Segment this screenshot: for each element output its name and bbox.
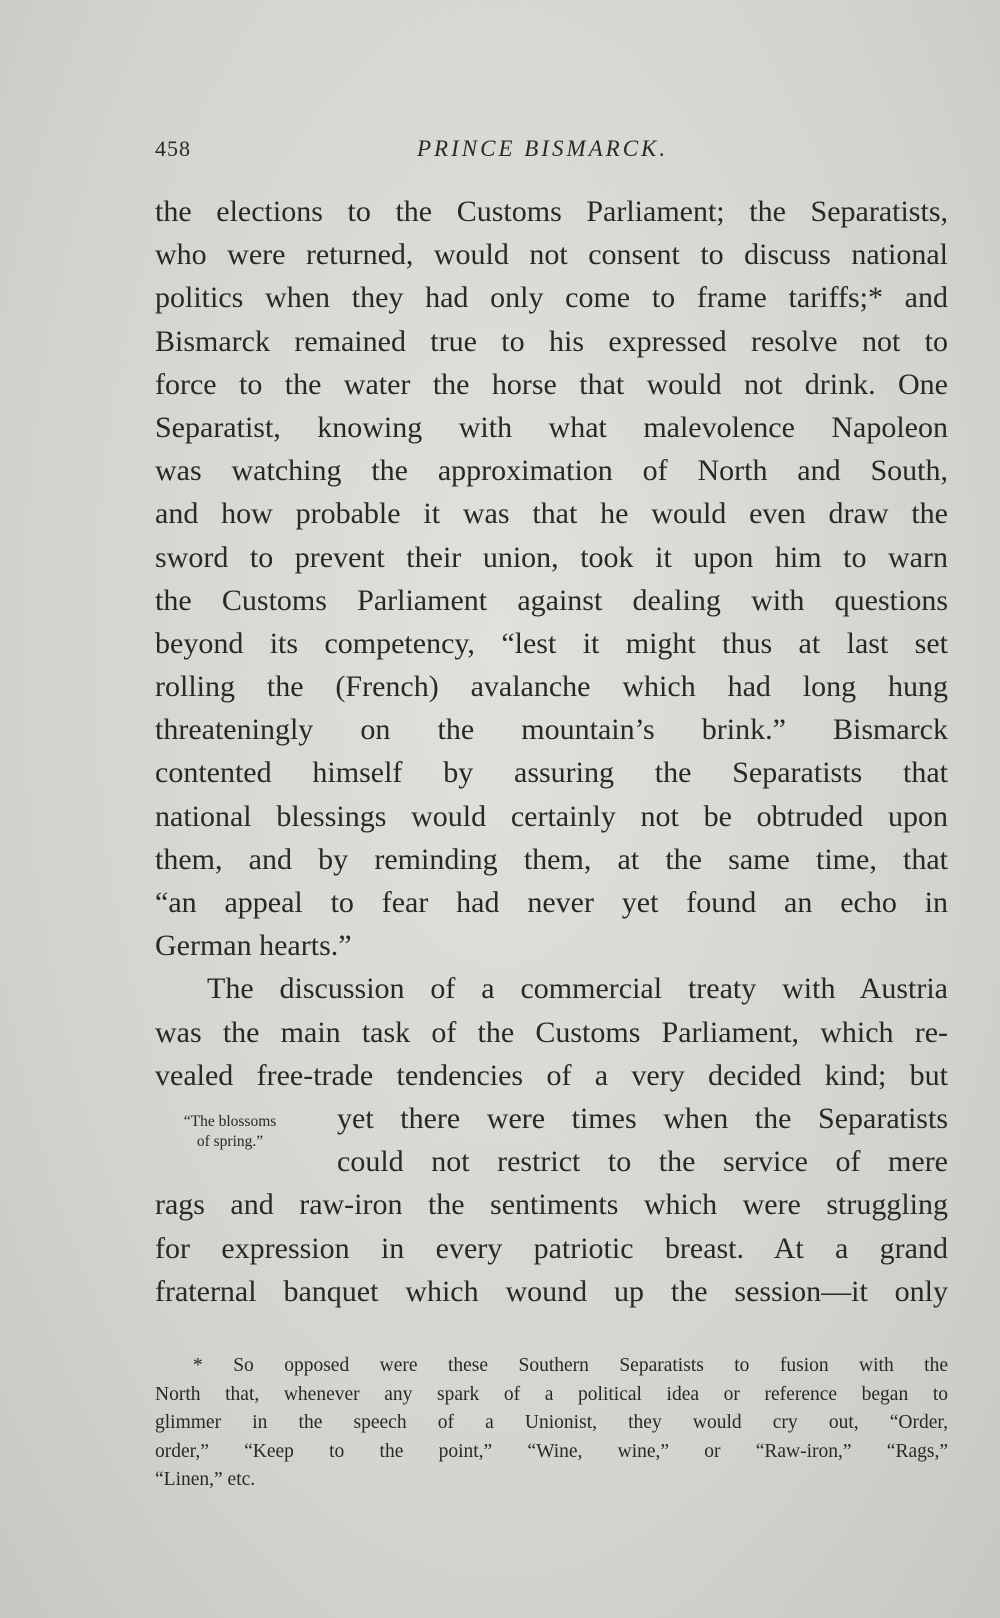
text-line: national blessings would certainly not be obtruded upon xyxy=(155,799,948,833)
text-line: yet there were times when the Separatists xyxy=(337,1101,948,1135)
text-line: politics when they had only come to frame tariffs;* and xyxy=(155,281,948,315)
margin-note-line: “The blossoms xyxy=(183,1113,277,1130)
text-line: threateningly on the mountain’s brink.” Bismarck xyxy=(155,713,948,747)
text-line: was watching the approximation of North and South, xyxy=(155,454,948,488)
footnote-line: North that, whenever any spark of a political idea or reference began to xyxy=(155,1383,948,1405)
margin-note xyxy=(150,1112,310,1152)
text-line: the elections to the Customs Parliament; the Separatists, xyxy=(155,195,948,228)
text-line: The discussion of a commercial treaty with Austria xyxy=(207,972,948,1006)
text-line: the Customs Parliament against dealing with questions xyxy=(155,583,948,617)
text-line: beyond its competency, “lest it might thus at last set xyxy=(155,626,948,660)
page-number: 458 xyxy=(155,136,191,161)
text-line: could not restrict to the service of mere xyxy=(337,1145,948,1179)
text-line: vealed free-trade tendencies of a very decided kind; but xyxy=(155,1058,948,1092)
page-header xyxy=(155,136,945,172)
text-line: fraternal banquet which wound up the session—it only xyxy=(155,1274,948,1308)
footnote-line: “Linen,” etc. xyxy=(155,1469,256,1490)
text-line: contented himself by assuring the Separatists that xyxy=(155,756,948,790)
text-line: sword to prevent their union, took it upon him to warn xyxy=(155,540,948,574)
text-line: Bismarck remained true to his expressed resolve not to xyxy=(155,324,948,358)
text-line: force to the water the horse that would not drink. One xyxy=(155,367,948,401)
text-line: them, and by reminding them, at the same time, that xyxy=(155,842,948,876)
footnote-line: order,” “Keep to the point,” “Wine, wine,” or “Raw-iron,” “Rags,” xyxy=(155,1440,948,1462)
margin-note-line: of spring.” xyxy=(196,1133,264,1150)
text-line: rags and raw-iron the sentiments which were struggling xyxy=(155,1188,948,1222)
footnote xyxy=(155,1352,948,1495)
text-line: rolling the (French) avalanche which had long hung xyxy=(155,670,948,704)
text-line: Separatist, knowing with what malevolence Napoleon xyxy=(155,410,948,444)
text-line: for expression in every patriotic breast. At a grand xyxy=(155,1231,948,1265)
text-line: German hearts.” xyxy=(155,929,352,963)
text-line: “an appeal to fear had never yet found an echo in xyxy=(155,886,948,919)
running-head: PRINCE BISMARCK. xyxy=(417,136,669,161)
footnote-line: * So opposed were these Southern Separatists to fusion with the xyxy=(193,1355,948,1376)
footnote-line: glimmer in the speech of a Unionist, they would cry out, “Order, xyxy=(155,1412,948,1433)
text-line: who were returned, would not consent to discuss national xyxy=(155,238,948,272)
text-line: was the main task of the Customs Parliament, which re- xyxy=(155,1015,948,1049)
text-line: and how probable it was that he would even draw the xyxy=(155,497,948,531)
